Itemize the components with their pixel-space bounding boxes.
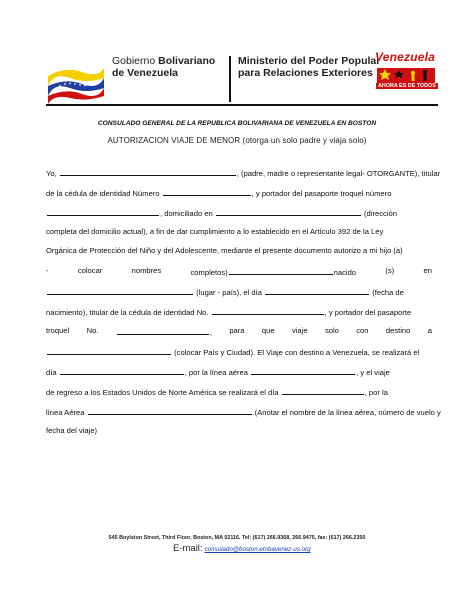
birthplace-field[interactable] (47, 286, 193, 295)
text-lugar-pais: (lugar - país), el día (196, 288, 262, 297)
consulate-address: 545 Boylston Street, Third Floor, Boston, MA 02116, Tel: (617) 266.9368, 266.9475, fax: (617) 266.2350 (108, 535, 366, 541)
text-por-la: , por la (364, 388, 388, 397)
logo-tagline: AHORA ES DE TODOS (378, 83, 436, 89)
destination-field[interactable] (47, 346, 171, 355)
ministry-name (238, 55, 380, 79)
text-no: No. (86, 326, 99, 335)
text-cedula: de la cédula de identidad Número (46, 189, 160, 198)
text-troquel: troquel (46, 326, 70, 335)
text-dia: día (46, 368, 57, 377)
text-linea-aerea: , por la línea aérea (184, 368, 249, 377)
form-line-14: fecha del viaje) (46, 426, 98, 435)
gov-line1-b: Bolivariano (158, 55, 216, 67)
text-nombres: nombres (131, 266, 162, 275)
text-completos: completos) (190, 268, 228, 277)
return-date-field[interactable] (282, 386, 364, 395)
return-airline-field[interactable] (88, 406, 252, 415)
text-regreso: de regreso a los Estados Unidos de Norte América se realizará el día (46, 388, 279, 397)
text-nacido: nacido (333, 268, 357, 277)
birthdate-field[interactable] (265, 286, 369, 295)
text-nacimiento: nacimiento), titular de la cédula de identidad No. (46, 308, 209, 317)
text-que: que (261, 326, 275, 335)
gov-line2: de Venezuela (112, 67, 178, 79)
otorgante-id-field[interactable] (163, 187, 251, 196)
header-divider (229, 56, 231, 102)
form-line-10 (46, 346, 432, 357)
text-otorgante: , (padre, madre o representante legal- OTORGANTE), titular (236, 169, 441, 178)
form-line-8 (46, 306, 432, 317)
address-field[interactable] (216, 207, 361, 216)
form-line-11 (46, 366, 432, 377)
logo-word: Venezuela (375, 50, 436, 64)
ministry-line1: Ministerio del Poder Popular (238, 55, 381, 67)
otorgante-name-field[interactable] (60, 167, 236, 176)
departure-date-field[interactable] (60, 366, 184, 375)
text-domiciliado: , domiciliado en (160, 209, 213, 218)
email-label: E-mail: (173, 543, 203, 554)
email-link[interactable]: consulado@boston.embavenez-us.org (204, 546, 311, 553)
text-yo: Yo, (46, 169, 57, 178)
child-id-field[interactable] (212, 306, 324, 315)
text-pasaporte-2: , y portador del pasaporte (324, 308, 412, 317)
consulate-heading: CONSULADO GENERAL DE LA REPUBLICA BOLIVARIANA DE VENEZUELA EN BOSTON (97, 120, 377, 127)
departure-airline-field[interactable] (251, 366, 355, 375)
form-line-3 (46, 207, 432, 218)
text-con: con (356, 326, 369, 335)
form-line-5: Orgánica de Protección del Niño y del Adolescente, mediante el presente documento autorizo a mi hijo (a) (46, 246, 403, 255)
text-pasaporte: , y portador del pasaporte troquel número (251, 189, 392, 198)
venezuela-flag-icon (46, 62, 106, 104)
form-line-1 (46, 167, 441, 178)
form-line-2 (46, 187, 432, 198)
text-s: (s) (385, 266, 395, 275)
gov-line1-a: Gobierno (112, 55, 159, 67)
text-colocar-pais: (colocar País y Ciudad). El Viaje con destino a Venezuela, se realizará el (174, 348, 420, 357)
government-name (112, 55, 215, 79)
form-line-4: completa del domicilio actual), a fin de dar cumplimiento a lo establecido en el Artículo 392 de la Ley (46, 227, 384, 236)
text-para: para (229, 326, 245, 335)
text-solo: solo (324, 326, 339, 335)
text-fecha-de: (fecha de (372, 288, 404, 297)
child-name-field[interactable] (229, 266, 333, 275)
text-comma: , (209, 328, 212, 337)
header-rule (46, 104, 438, 106)
text-destino: destino (385, 326, 411, 335)
form-line-9 (46, 326, 432, 337)
child-passport-field[interactable] (117, 326, 209, 335)
otorgante-passport-field[interactable] (47, 207, 159, 216)
text-a: a (427, 326, 432, 335)
text-dash: - (46, 266, 49, 275)
text-direccion: (dirección (364, 209, 397, 218)
form-line-6 (46, 266, 432, 277)
form-line-13 (46, 406, 441, 417)
document-title: AUTORIZACION VIAJE DE MENOR (otorga un solo padre y viaja solo) (107, 136, 367, 145)
form-line-12 (46, 386, 432, 397)
text-colocar: colocar (77, 266, 103, 275)
ministry-line2: para Relaciones Exteriores (238, 67, 373, 79)
form-line-7 (46, 286, 432, 297)
text-linea-aerea-2: línea Aérea (46, 408, 85, 417)
text-en: en (423, 266, 432, 275)
text-y-el-viaje: , y el viaje (356, 368, 390, 377)
email-line (173, 543, 311, 554)
text-viaje: viaje (291, 326, 308, 335)
text-anotar: .(Anotar el nombre de la línea aérea, número de vuelo y (252, 408, 441, 417)
